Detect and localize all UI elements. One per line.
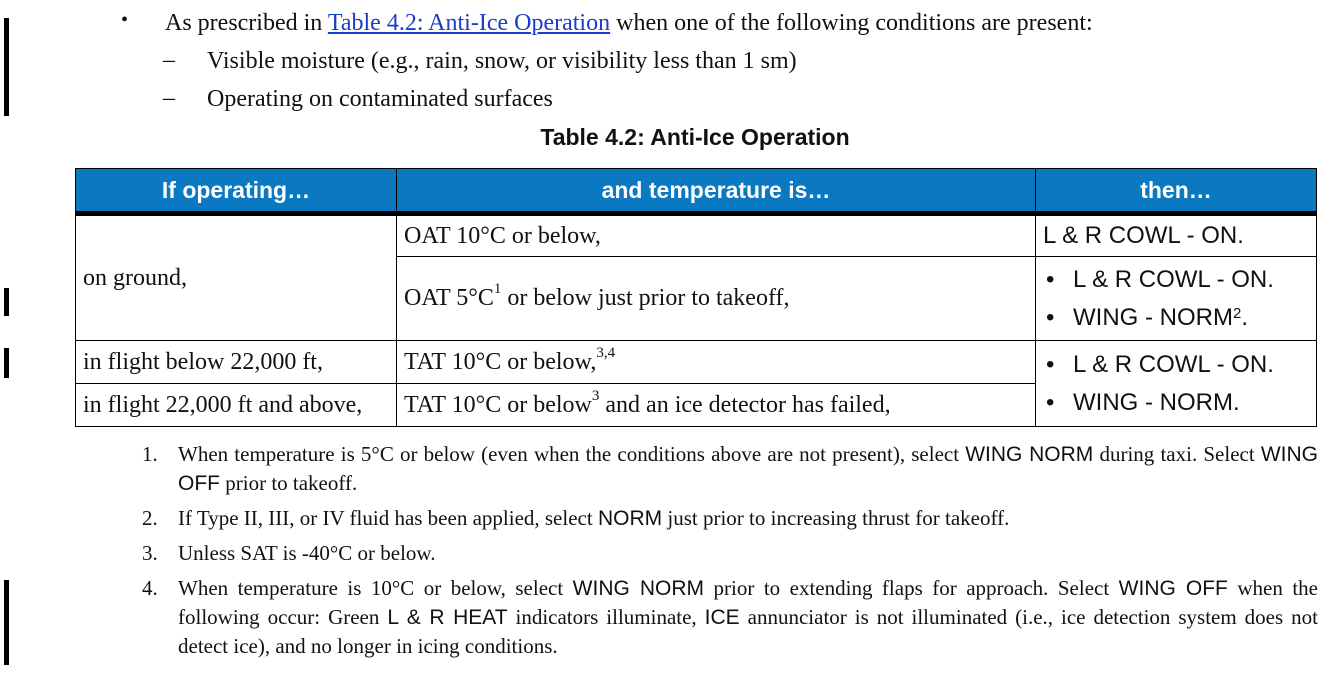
note-item: 2. If Type II, III, or IV fluid has been applied, select NORM just prior to increasing thrust for takeoff. (142, 506, 1010, 530)
table-caption: Table 4.2: Anti-Ice Operation (540, 124, 850, 150)
change-bar (4, 348, 9, 378)
anti-ice-table (75, 168, 1317, 427)
temperature-cell: TAT 10°C or below,$^{3,4}$ (397, 341, 1036, 384)
table-row (76, 214, 1317, 257)
change-bar (4, 580, 9, 665)
then-item: • WING - NORM. (1043, 384, 1309, 422)
change-bar (4, 18, 9, 116)
change-bar (4, 288, 9, 316)
temperature-cell: OAT 10°C or below, (397, 214, 1036, 257)
condition-item: Visible moisture (e.g., rain, snow, or visibility less than 1 sm) (207, 48, 797, 74)
temperature-cell: OAT $5^\circ C^1$ or below just prior to takeoff, (397, 257, 1036, 341)
table-header-row (76, 169, 1317, 214)
column-header: then… (1036, 169, 1317, 214)
note-item: 1. When temperature is 5°C or below (even when the conditions above are not present), select WING NORM during taxi. Select WING OFF prior to takeoff. (142, 442, 1318, 495)
intro-text: when one of the following conditions are present: (616, 10, 1093, 36)
column-header: If operating… (76, 169, 397, 214)
temperature-cell: TAT 10°C or below$^3$ and an ice detector has failed, (397, 384, 1036, 427)
condition-item: Operating on contaminated surfaces (207, 86, 553, 112)
note-item: 4. When temperature is 10°C or below, select WING NORM prior to extending flaps for approach. Select WING OFF when the following occur: Green L & R HEAT indicators illuminate, ICE annunciator is not illuminated (i.e., ice detection system does not detect ice), and no longer in icing conditions. (142, 576, 1318, 658)
bullet-marker: • (121, 9, 129, 31)
operating-cell: in flight below 22,000 ft, (76, 341, 397, 384)
operating-cell: in flight 22,000 ft and above, (76, 384, 397, 427)
dash-marker: – (163, 85, 175, 111)
dash-marker: – (163, 47, 175, 73)
table-4-2-link[interactable]: Table 4.2: Anti-Ice Operation (327, 10, 611, 36)
column-header: and temperature is… (397, 169, 1036, 214)
table-notes (138, 440, 1318, 667)
then-item: • L & R COWL - ON. (1043, 261, 1309, 299)
intro-text: As prescribed in (165, 10, 323, 36)
intro-bullet (165, 9, 1093, 37)
then-cell: L & R COWL - ON. (1036, 214, 1317, 257)
then-item: • WING - NORM$^2$. (1043, 299, 1309, 337)
note-item: 3. Unless SAT is -40°C or below. (142, 541, 436, 565)
then-item: • L & R COWL - ON. (1043, 346, 1309, 384)
table-row (76, 341, 1317, 384)
then-cell (1036, 257, 1317, 341)
operating-cell: on ground, (76, 214, 397, 341)
then-cell (1036, 341, 1317, 427)
